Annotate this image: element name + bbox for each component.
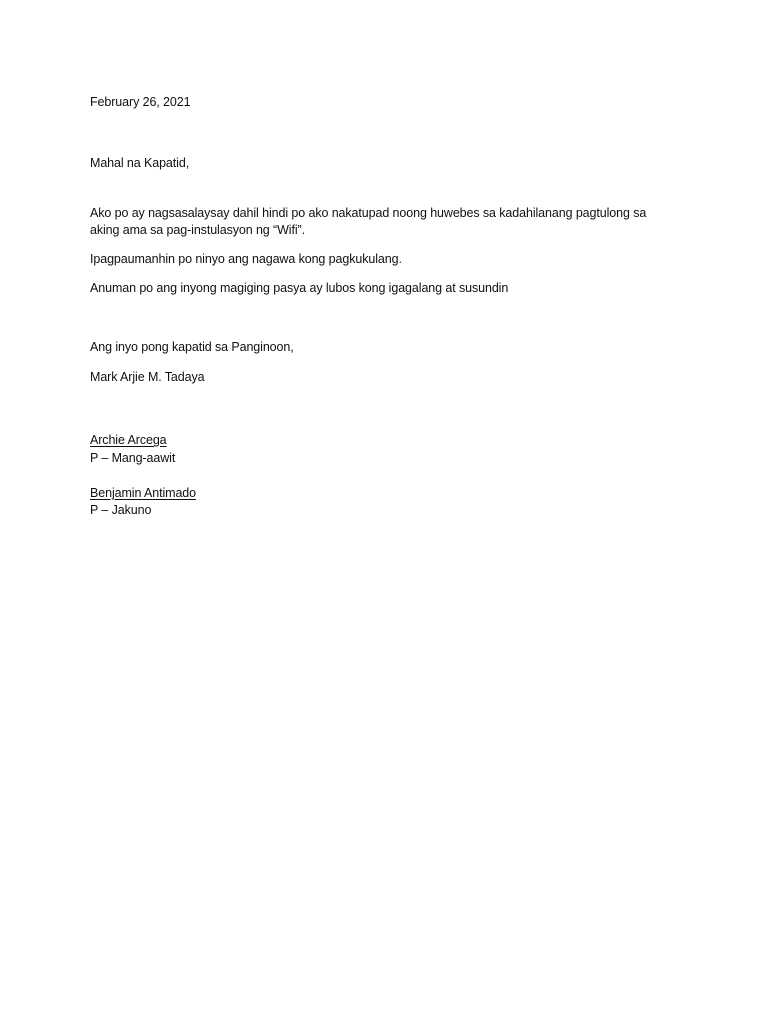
recipient-name-2: Benjamin Antimado [90, 486, 197, 500]
letter-salutation: Mahal na Kapatid, [90, 156, 190, 170]
letter-date: February 26, 2021 [90, 95, 191, 109]
letter-sender: Mark Arjie M. Tadaya [90, 370, 205, 384]
letter-body-line-2: aking ama sa pag-instulasyon ng “Wifi”. [90, 223, 305, 237]
recipient-position-2: P – Jakuno [90, 503, 152, 517]
letter-body-line-3: Ipagpaumanhin po ninyo ang nagawa kong pagkukulang. [90, 252, 402, 266]
recipient-name-1: Archie Arcega [90, 433, 167, 447]
letter-closing: Ang inyo pong kapatid sa Panginoon, [90, 340, 294, 354]
letter-body-line-1: Ako po ay nagsasalaysay dahil hindi po ako nakatupad noong huwebes sa kadahilanang pagtulong sa [90, 206, 647, 220]
recipient-position-1: P – Mang-aawit [90, 451, 176, 465]
letter-body-line-4: Anuman po ang inyong magiging pasya ay lubos kong igagalang at susundin [90, 281, 509, 295]
